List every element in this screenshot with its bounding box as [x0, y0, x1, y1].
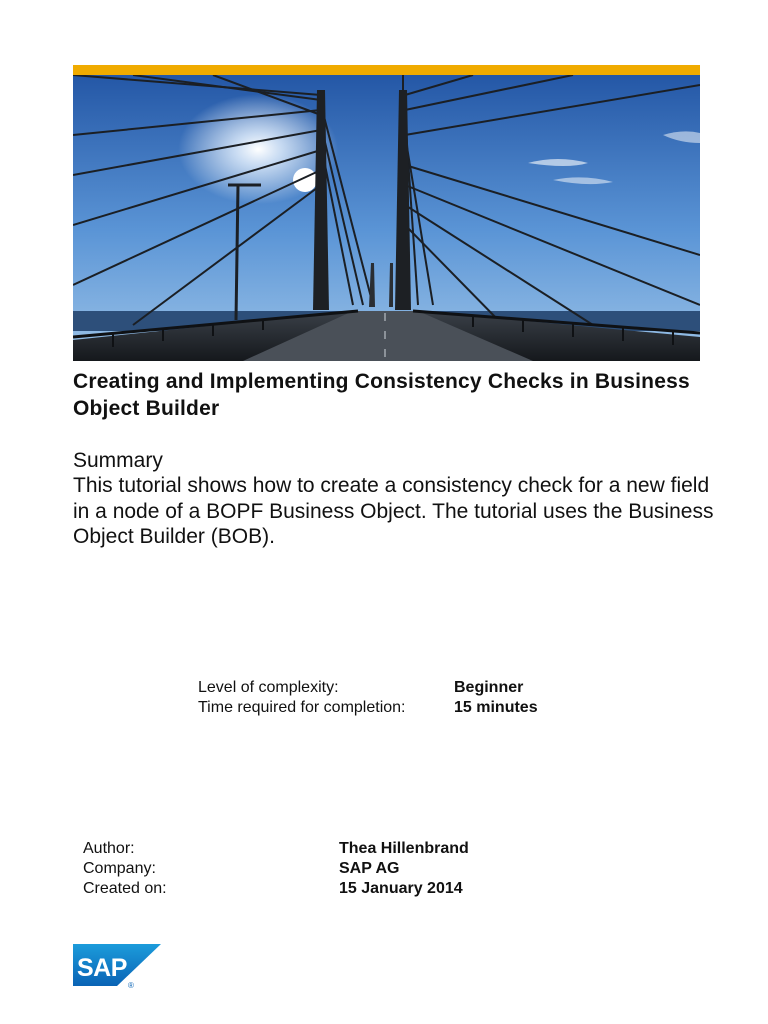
complexity-value: Beginner [454, 679, 524, 696]
time-label: Time required for completion: [198, 699, 406, 716]
sap-logo-icon [73, 944, 163, 989]
summary-text: This tutorial shows how to create a consistency check for a new field in a node of a BOPF Business Object. The tutorial uses the Business Object Builder (BOB). [73, 474, 714, 548]
time-row [198, 698, 538, 718]
complexity-row [198, 678, 538, 698]
document-title: Creating and Implementing Consistency Checks in Business Object Builder [73, 370, 690, 420]
created-row [83, 879, 469, 899]
complexity-table [198, 678, 538, 718]
accent-bar [73, 65, 700, 75]
bridge-photo-icon [73, 75, 700, 361]
time-value: 15 minutes [454, 699, 538, 716]
company-row [83, 859, 469, 879]
created-value: 15 January 2014 [339, 880, 463, 897]
company-label: Company: [83, 860, 156, 877]
author-value: Thea Hillenbrand [339, 840, 469, 857]
sap-logo-text: SAP [77, 954, 127, 982]
complexity-label: Level of complexity: [198, 679, 339, 696]
sap-logo [73, 944, 163, 989]
summary-heading: Summary [73, 449, 163, 472]
registered-mark: ® [128, 981, 134, 989]
company-value: SAP AG [339, 860, 400, 877]
author-table [83, 839, 469, 899]
hero-image [73, 75, 700, 361]
author-row [83, 839, 469, 859]
author-label: Author: [83, 840, 135, 857]
created-label: Created on: [83, 880, 167, 897]
